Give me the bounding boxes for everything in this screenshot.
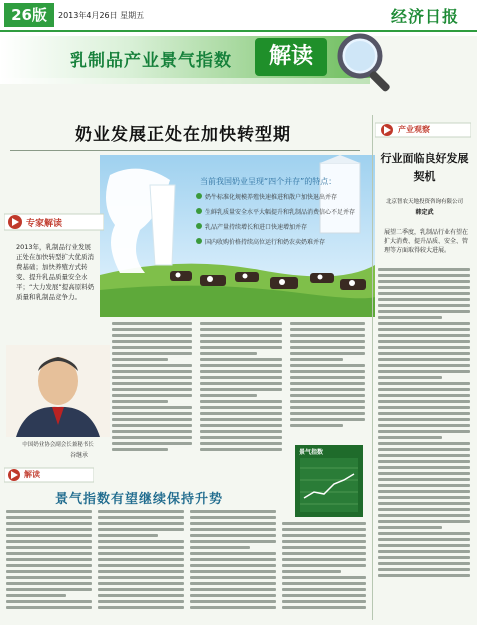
body-column-2	[200, 322, 282, 454]
banner-title: 乳制品产业景气指数	[70, 51, 232, 71]
feature-item: 国内收购价格持续高位运行和奶农卖奶难并存	[205, 237, 355, 246]
article2-column-2	[98, 510, 184, 612]
bullet-icon	[196, 193, 202, 199]
bullet-icon	[196, 208, 202, 214]
body-column-3	[290, 322, 365, 430]
chart-box-label: 景气指数	[299, 449, 324, 456]
industry-body	[378, 268, 470, 580]
newspaper-masthead: 经济日报	[390, 7, 459, 26]
expert-section-label: 专家解读	[26, 219, 63, 229]
banner-curve	[0, 78, 370, 84]
expert-name: 谷继承	[70, 452, 89, 459]
feature-item: 生鲜乳质量安全水平大幅提升和乳制品消费信心不足并存	[205, 207, 355, 216]
expert-caption: 中国奶业协会副会长兼秘书长	[22, 442, 94, 448]
feature-title: 当前我国奶业呈现“四个并存”的特点：	[200, 177, 337, 186]
magnifier-icon	[330, 26, 402, 98]
industry-author: 韩定武	[415, 209, 434, 216]
industry-section-label: 产业观察	[398, 125, 430, 134]
banner-badge: 解读	[255, 38, 327, 76]
article2-headline: 景气指数有望继续保持升势	[55, 492, 224, 507]
page-number: 26版	[4, 3, 54, 27]
industry-lead: 展望二季度，乳制品行业有望在扩大消费、提升品质、安全、管理等方面取得较大进展。	[384, 229, 469, 254]
expert-intro: 2013年，乳制品行业发展正处在加快转型扩大优质消费基础；加快养殖方式转变、提升乳品质量安全水平；“大力发展”提高原料奶质量和乳制品竞争力。	[16, 243, 95, 301]
issue-date: 2013年4月26日 星期五	[58, 11, 145, 20]
headline-rule	[10, 150, 360, 151]
chart-box-graphic	[300, 458, 358, 512]
bullet-icon	[196, 223, 202, 229]
article2-section-tab	[4, 466, 94, 484]
feature-item: 乳品产量持续增长和进口快速增加并存	[205, 222, 355, 231]
feature-item: 奶牛标准化规模养殖快速推进和散户加快退出并存	[205, 192, 355, 201]
article2-column-1	[6, 510, 92, 612]
industry-headline: 行业面临良好发展契机	[380, 152, 469, 183]
main-headline: 奶业发展正处在加快转型期	[75, 125, 291, 145]
body-column-1	[112, 322, 192, 454]
article2-column-3	[190, 510, 276, 612]
article2-column-4	[282, 522, 366, 612]
bullet-icon	[196, 238, 202, 244]
industry-organization: 北京智农天地投资咨询有限公司	[385, 199, 463, 205]
milk-glass	[150, 185, 175, 265]
expert-portrait	[6, 345, 110, 437]
header-rule	[0, 30, 477, 32]
article2-section-label: 解读	[24, 470, 40, 479]
